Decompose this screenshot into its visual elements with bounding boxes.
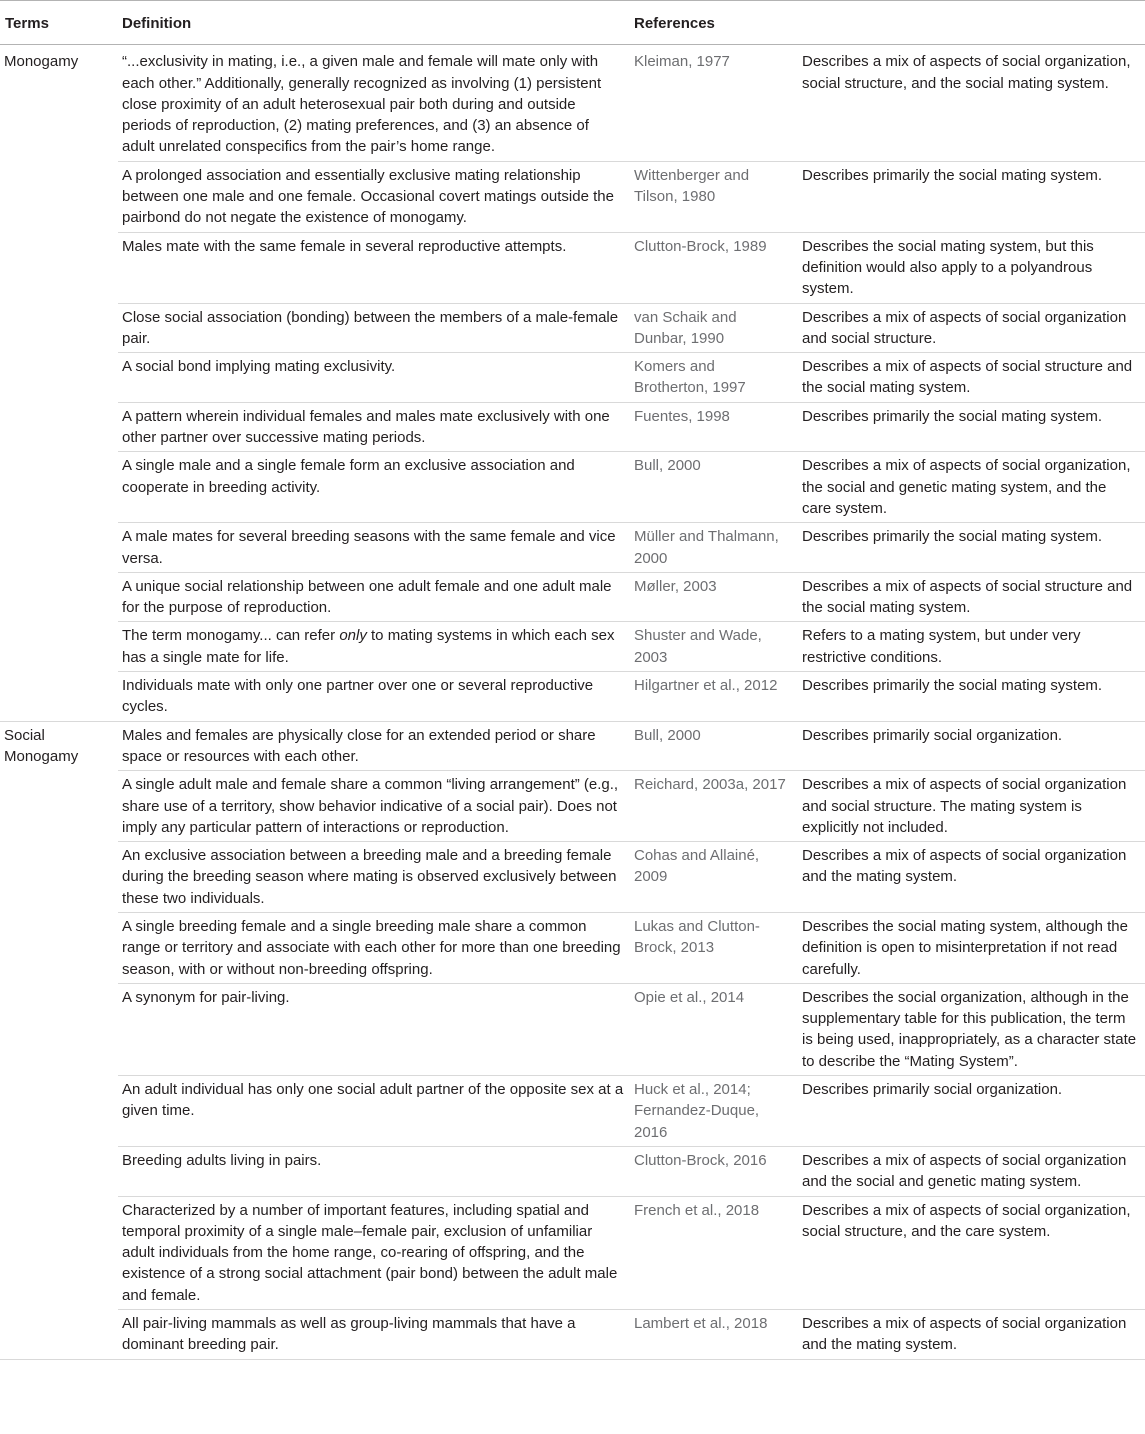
definition-cell: “...exclusivity in mating, i.e., a given male and female will mate only with each other.” Additionally, generally recognized as involving (1) persistent close proximity of an adult heterosexual pair both during and outside periods of reproduction, (2) mating preferences, and (3) an absence of adult unrelated conspecifics from the pair’s home range. [118, 45, 630, 161]
term-cell [0, 523, 118, 573]
definition-cell: A male mates for several breeding seasons with the same female and vice versa. [118, 523, 630, 573]
comment-cell: Describes the social mating system, but this definition would also apply to a polyandrous system. [798, 232, 1145, 303]
header-references: References [630, 1, 798, 45]
reference-cell: van Schaik and Dunbar, 1990 [630, 303, 798, 353]
term-cell [0, 1146, 118, 1196]
comment-cell: Describes primarily social organization. [798, 1076, 1145, 1147]
term-cell [0, 161, 118, 232]
reference-cell: Komers and Brotherton, 1997 [630, 353, 798, 403]
table-row [0, 402, 1145, 452]
term-cell [0, 402, 118, 452]
comment-cell: Describes a mix of aspects of social structure and the social mating system. [798, 353, 1145, 403]
term-cell [0, 771, 118, 842]
comment-cell: Describes primarily social organization. [798, 721, 1145, 771]
term-cell [0, 1196, 118, 1309]
comment-cell: Describes primarily the social mating system. [798, 672, 1145, 722]
term-cell [0, 912, 118, 983]
comment-cell: Describes a mix of aspects of social organization and the social and genetic mating system. [798, 1146, 1145, 1196]
comment-cell: Describes a mix of aspects of social organization and social structure. [798, 303, 1145, 353]
header-terms: Terms [0, 1, 118, 45]
table-header-row [0, 1, 1145, 45]
comment-cell: Describes the social mating system, although the definition is open to misinterpretation if not read carefully. [798, 912, 1145, 983]
table-row [0, 771, 1145, 842]
comment-cell: Describes a mix of aspects of social organization and the mating system. [798, 842, 1145, 913]
reference-cell: Bull, 2000 [630, 721, 798, 771]
header-definition: Definition [118, 1, 630, 45]
table-row [0, 721, 1145, 771]
term-cell [0, 983, 118, 1075]
term-cell [0, 1076, 118, 1147]
table-row [0, 1196, 1145, 1309]
comment-cell: Describes primarily the social mating system. [798, 161, 1145, 232]
table-row [0, 161, 1145, 232]
definition-cell [118, 622, 630, 672]
definition-cell: A prolonged association and essentially exclusive mating relationship between one male and one female. Occasional covert matings outside the pairbond do not negate the existence of monogamy. [118, 161, 630, 232]
term-cell [0, 842, 118, 913]
table-row [0, 353, 1145, 403]
table-row [0, 912, 1145, 983]
reference-cell: Wittenberger and Tilson, 1980 [630, 161, 798, 232]
definition-cell: Individuals mate with only one partner over one or several reproductive cycles. [118, 672, 630, 722]
reference-cell: Lambert et al., 2018 [630, 1310, 798, 1360]
term-cell [0, 232, 118, 303]
reference-cell: Huck et al., 2014; Fernandez-Duque, 2016 [630, 1076, 798, 1147]
term-cell [0, 672, 118, 722]
table-row [0, 842, 1145, 913]
definition-text: The term monogamy... can refer [122, 627, 340, 645]
comment-cell: Describes primarily the social mating system. [798, 523, 1145, 573]
reference-cell: Hilgartner et al., 2012 [630, 672, 798, 722]
table-row [0, 672, 1145, 722]
table-row [0, 1076, 1145, 1147]
term-cell [0, 353, 118, 403]
definition-text: to mating systems in which each sex has a single mate for life. [122, 627, 615, 666]
definition-cell: A single adult male and female share a common “living arrangement” (e.g., share use of a territory, show behavior indicative of a social pair). Does not imply any particular pattern of interactions or reproduction. [118, 771, 630, 842]
definition-cell: Close social association (bonding) between the members of a male-female pair. [118, 303, 630, 353]
term-cell [0, 572, 118, 622]
reference-cell: Lukas and Clutton-Brock, 2013 [630, 912, 798, 983]
definition-cell: Breeding adults living in pairs. [118, 1146, 630, 1196]
reference-cell: Fuentes, 1998 [630, 402, 798, 452]
term-cell [0, 452, 118, 523]
reference-cell: Müller and Thalmann, 2000 [630, 523, 798, 573]
definition-emphasis: only [339, 627, 367, 645]
reference-cell: Bull, 2000 [630, 452, 798, 523]
table-row [0, 1146, 1145, 1196]
header-comment [798, 1, 1145, 45]
definition-cell: Males mate with the same female in several reproductive attempts. [118, 232, 630, 303]
definition-cell: An exclusive association between a breeding male and a breeding female during the breeding season where mating is observed exclusively between these two individuals. [118, 842, 630, 913]
comment-cell: Describes primarily the social mating system. [798, 402, 1145, 452]
comment-cell: Describes a mix of aspects of social structure and the social mating system. [798, 572, 1145, 622]
table-row [0, 622, 1145, 672]
reference-cell: Kleiman, 1977 [630, 45, 798, 161]
comment-cell: Describes a mix of aspects of social organization and the mating system. [798, 1310, 1145, 1360]
reference-cell: Reichard, 2003a, 2017 [630, 771, 798, 842]
definition-cell: A single male and a single female form an exclusive association and cooperate in breeding activity. [118, 452, 630, 523]
comment-cell: Refers to a mating system, but under very restrictive conditions. [798, 622, 1145, 672]
comment-cell: Describes a mix of aspects of social organization, the social and genetic mating system, and the care system. [798, 452, 1145, 523]
comment-cell: Describes the social organization, although in the supplementary table for this publication, the term is being used, inappropriately, as a character state to describe the “Mating System”. [798, 983, 1145, 1075]
term-cell [0, 622, 118, 672]
definition-cell: A pattern wherein individual females and males mate exclusively with one other partner over successive mating periods. [118, 402, 630, 452]
comment-cell: Describes a mix of aspects of social organization, social structure, and the care system. [798, 1196, 1145, 1309]
table-row [0, 45, 1145, 161]
reference-cell: Clutton-Brock, 1989 [630, 232, 798, 303]
term-cell: Social Monogamy [0, 721, 118, 771]
definition-cell: A single breeding female and a single breeding male share a common range or territory and associate with each other for more than one breeding season, with or without non-breeding offspring. [118, 912, 630, 983]
table-row [0, 983, 1145, 1075]
definition-cell: Characterized by a number of important features, including spatial and temporal proximity of a single male–female pair, exclusion of unfamiliar adult individuals from the home range, co-rearing of offspring, and the existence of a strong social attachment (pair bond) between the adult male and female. [118, 1196, 630, 1309]
table-row [0, 232, 1145, 303]
reference-cell: Clutton-Brock, 2016 [630, 1146, 798, 1196]
term-cell [0, 1310, 118, 1360]
comment-cell: Describes a mix of aspects of social organization and social structure. The mating system is explicitly not included. [798, 771, 1145, 842]
definition-cell: A social bond implying mating exclusivity. [118, 353, 630, 403]
table-row [0, 303, 1145, 353]
reference-cell: Cohas and Allainé, 2009 [630, 842, 798, 913]
table-row [0, 572, 1145, 622]
reference-cell: Opie et al., 2014 [630, 983, 798, 1075]
table-row [0, 452, 1145, 523]
term-cell [0, 303, 118, 353]
definition-cell: An adult individual has only one social adult partner of the opposite sex at a given time. [118, 1076, 630, 1147]
term-cell: Monogamy [0, 45, 118, 161]
reference-cell: Shuster and Wade, 2003 [630, 622, 798, 672]
reference-cell: French et al., 2018 [630, 1196, 798, 1309]
definition-cell: A unique social relationship between one adult female and one adult male for the purpose of reproduction. [118, 572, 630, 622]
comment-cell: Describes a mix of aspects of social organization, social structure, and the social mating system. [798, 45, 1145, 161]
definition-cell: A synonym for pair-living. [118, 983, 630, 1075]
table-row [0, 1310, 1145, 1360]
definition-cell: Males and females are physically close for an extended period or share space or resources with each other. [118, 721, 630, 771]
reference-cell: Møller, 2003 [630, 572, 798, 622]
table-row [0, 523, 1145, 573]
definition-cell: All pair-living mammals as well as group-living mammals that have a dominant breeding pair. [118, 1310, 630, 1360]
